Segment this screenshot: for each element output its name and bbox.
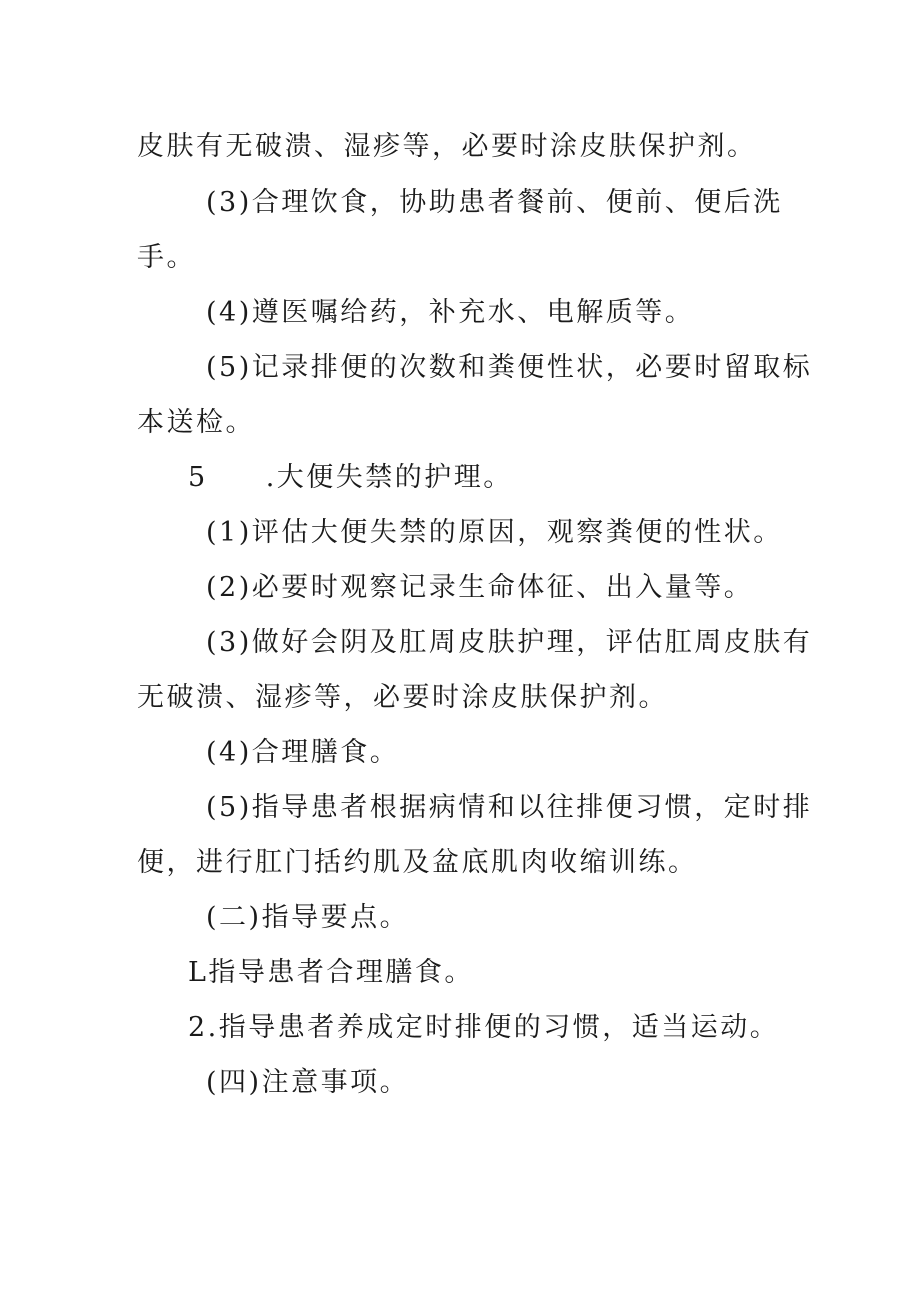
paragraph-line: (2)必要时观察记录生命体征、出入量等。 [206,572,754,603]
subsection-heading: (四)注意事项。 [206,1067,410,1098]
paragraph-line: (4)合理膳食。 [206,737,400,768]
paragraph-line: 无破溃、湿疹等，必要时涂皮肤保护剂。 [137,682,668,713]
paragraph-line: L指导患者合理膳食。 [188,957,474,988]
section-heading [188,461,513,495]
paragraph-line: 皮肤有无破溃、湿疹等，必要时涂皮肤保护剂。 [137,131,757,162]
paragraph-line: 便，进行肛门括约肌及盆底肌肉收缩训练。 [137,847,698,878]
paragraph-line: (3)做好会阴及肛周皮肤护理，评估肛周皮肤有 [206,627,813,658]
paragraph-line: (3)合理饮食，协助患者餐前、便前、便后洗 [206,187,783,218]
paragraph-line: 本送检。 [137,407,255,438]
subsection-heading: (二)指导要点。 [206,902,410,933]
paragraph-line: (1)评估大便失禁的原因，观察粪便的性状。 [206,517,783,548]
paragraph-line: (4)遵医嘱给药，补充水、电解质等。 [206,297,695,328]
section-title: .大便失禁的护理。 [265,462,513,493]
paragraph-line: (5)记录排便的次数和粪便性状，必要时留取标 [206,352,813,383]
paragraph-line: 手。 [137,242,196,273]
paragraph-line: 2.指导患者养成定时排便的习惯，适当运动。 [188,1012,780,1043]
section-number: 5 [188,462,208,493]
paragraph-line: (5)指导患者根据病情和以往排便习惯，定时排 [206,792,813,823]
